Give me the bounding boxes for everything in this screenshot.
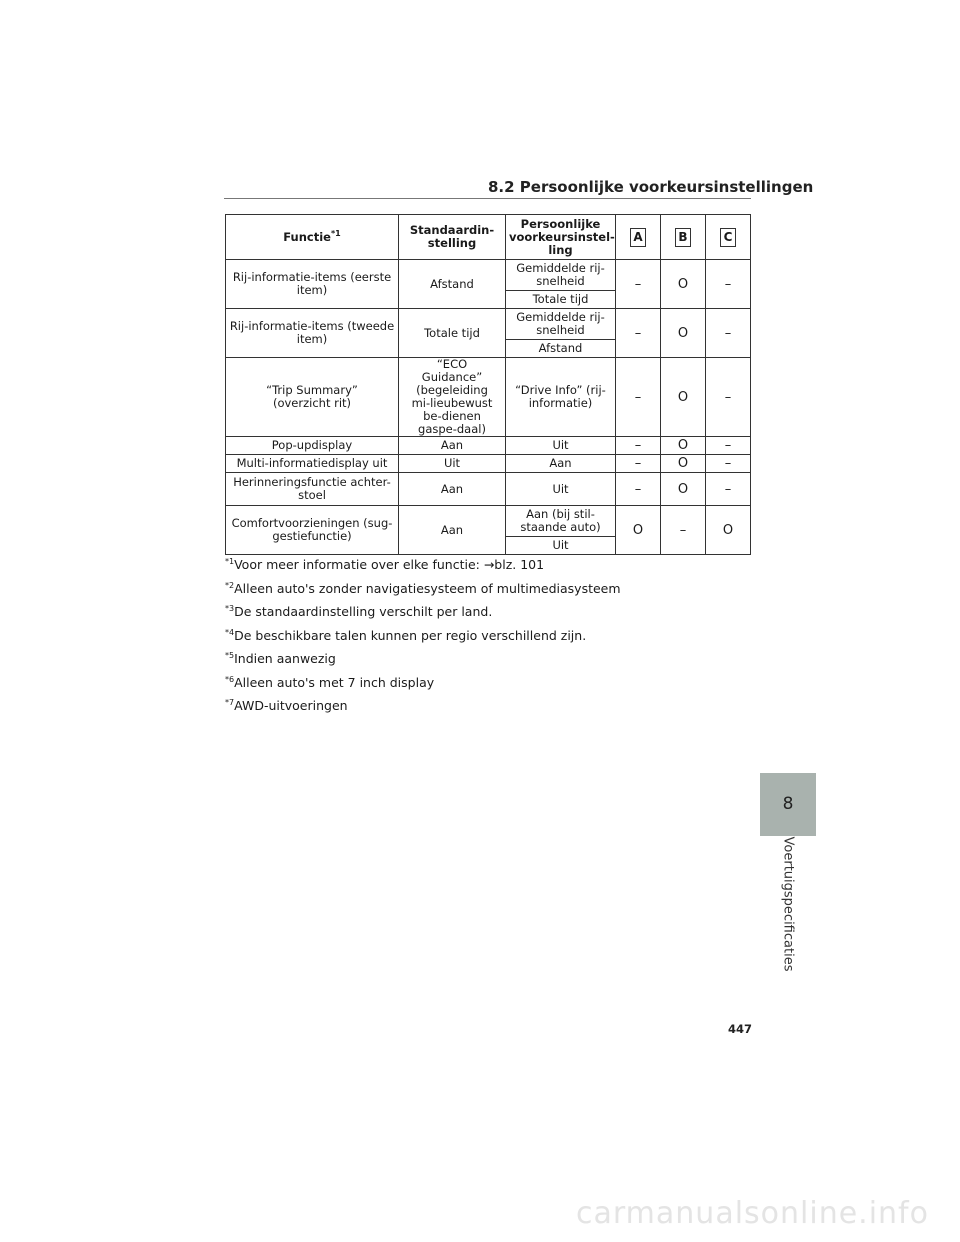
cell-option: Gemiddelde rij-snelheid: [506, 260, 616, 291]
cell-a: O: [616, 506, 661, 555]
column-header-a: [616, 215, 661, 260]
footnote: $^{*2}$Alleen auto's zonder navigatiesysteem of multimediasysteem: [225, 580, 621, 596]
cell-b: O: [661, 260, 706, 309]
cell-function: Herinneringsfunctie achter-stoel: [226, 473, 399, 506]
column-header-personal: Persoonlijke voorkeursinstel-ling: [506, 215, 616, 260]
cell-a: –: [616, 455, 661, 473]
table-row: [226, 473, 751, 506]
table-header-row: [226, 215, 751, 260]
table-row: [226, 260, 751, 291]
footnote: $^{*7}$AWD-uitvoeringen: [225, 697, 348, 713]
cell-c: –: [706, 455, 751, 473]
page-number: 447: [728, 1022, 753, 1036]
cell-default: “ECO Guidance” (begeleiding mi-lieubewust be-dienen gaspe-daal): [399, 358, 506, 437]
chapter-tab: 8: [760, 773, 816, 836]
footnote: $^{*3}$De standaardinstelling verschilt per land.: [225, 603, 493, 619]
cell-default: Aan: [399, 506, 506, 555]
cell-b: O: [661, 358, 706, 437]
cell-default: Totale tijd: [399, 309, 506, 358]
footnote: $^{*6}$Alleen auto's met 7 inch display: [225, 674, 435, 690]
cell-a: –: [616, 260, 661, 309]
cell-b: O: [661, 473, 706, 506]
chapter-title: Voertuigspecificaties: [780, 836, 796, 972]
cell-a: –: [616, 358, 661, 437]
badge-a: A: [630, 228, 646, 247]
badge-b: B: [675, 228, 691, 247]
cell-default: Aan: [399, 473, 506, 506]
cell-b: O: [661, 309, 706, 358]
cell-function: Multi-informatiedisplay uit: [226, 455, 399, 473]
cell-option: Uit: [506, 437, 616, 455]
settings-table: [225, 214, 751, 555]
cell-b: O: [661, 437, 706, 455]
cell-option: Uit: [506, 537, 616, 555]
column-header-c: [706, 215, 751, 260]
cell-default: Aan: [399, 437, 506, 455]
footnotes: [225, 556, 755, 721]
table-row: [226, 437, 751, 455]
cell-c: –: [706, 309, 751, 358]
footnote: $^{*1}$Voor meer informatie over elke functie: →blz. 101: [225, 556, 545, 572]
table-row: [226, 506, 751, 537]
cell-option: Uit: [506, 473, 616, 506]
cell-a: –: [616, 309, 661, 358]
cell-function: Rij-informatie-items (eerste item): [226, 260, 399, 309]
cell-option: Aan (bij stil-staande auto): [506, 506, 616, 537]
watermark: carmanualsonline.info: [576, 1196, 929, 1231]
cell-option: Totale tijd: [506, 291, 616, 309]
cell-c: –: [706, 437, 751, 455]
cell-c: O: [706, 506, 751, 555]
cell-a: –: [616, 437, 661, 455]
cell-option: Aan: [506, 455, 616, 473]
header-divider: [224, 198, 751, 199]
cell-option: “Drive Info” (rij-informatie): [506, 358, 616, 437]
column-header-b: [661, 215, 706, 260]
cell-b: –: [661, 506, 706, 555]
badge-c: C: [720, 228, 736, 247]
cell-c: –: [706, 473, 751, 506]
cell-b: O: [661, 455, 706, 473]
section-title: 8.2 Persoonlijke voorkeursinstellingen: [488, 178, 814, 196]
cell-c: –: [706, 358, 751, 437]
cell-function: Pop-updisplay: [226, 437, 399, 455]
table-row: [226, 455, 751, 473]
cell-function: “Trip Summary” (overzicht rit): [226, 358, 399, 437]
cell-function: Rij-informatie-items (tweede item): [226, 309, 399, 358]
cell-option: Afstand: [506, 340, 616, 358]
cell-a: –: [616, 473, 661, 506]
cell-option: Gemiddelde rij-snelheid: [506, 309, 616, 340]
footnote: $^{*5}$Indien aanwezig: [225, 650, 336, 666]
column-header-function: Functie$^{*1}$: [226, 215, 399, 260]
column-header-default: Standaardin-stelling: [399, 215, 506, 260]
cell-c: –: [706, 260, 751, 309]
table-row: [226, 309, 751, 340]
cell-default: Afstand: [399, 260, 506, 309]
footnote: $^{*4}$De beschikbare talen kunnen per regio verschillend zijn.: [225, 627, 587, 643]
cell-function: Comfortvoorzieningen (sug-gestiefunctie): [226, 506, 399, 555]
cell-default: Uit: [399, 455, 506, 473]
table-row: [226, 358, 751, 437]
